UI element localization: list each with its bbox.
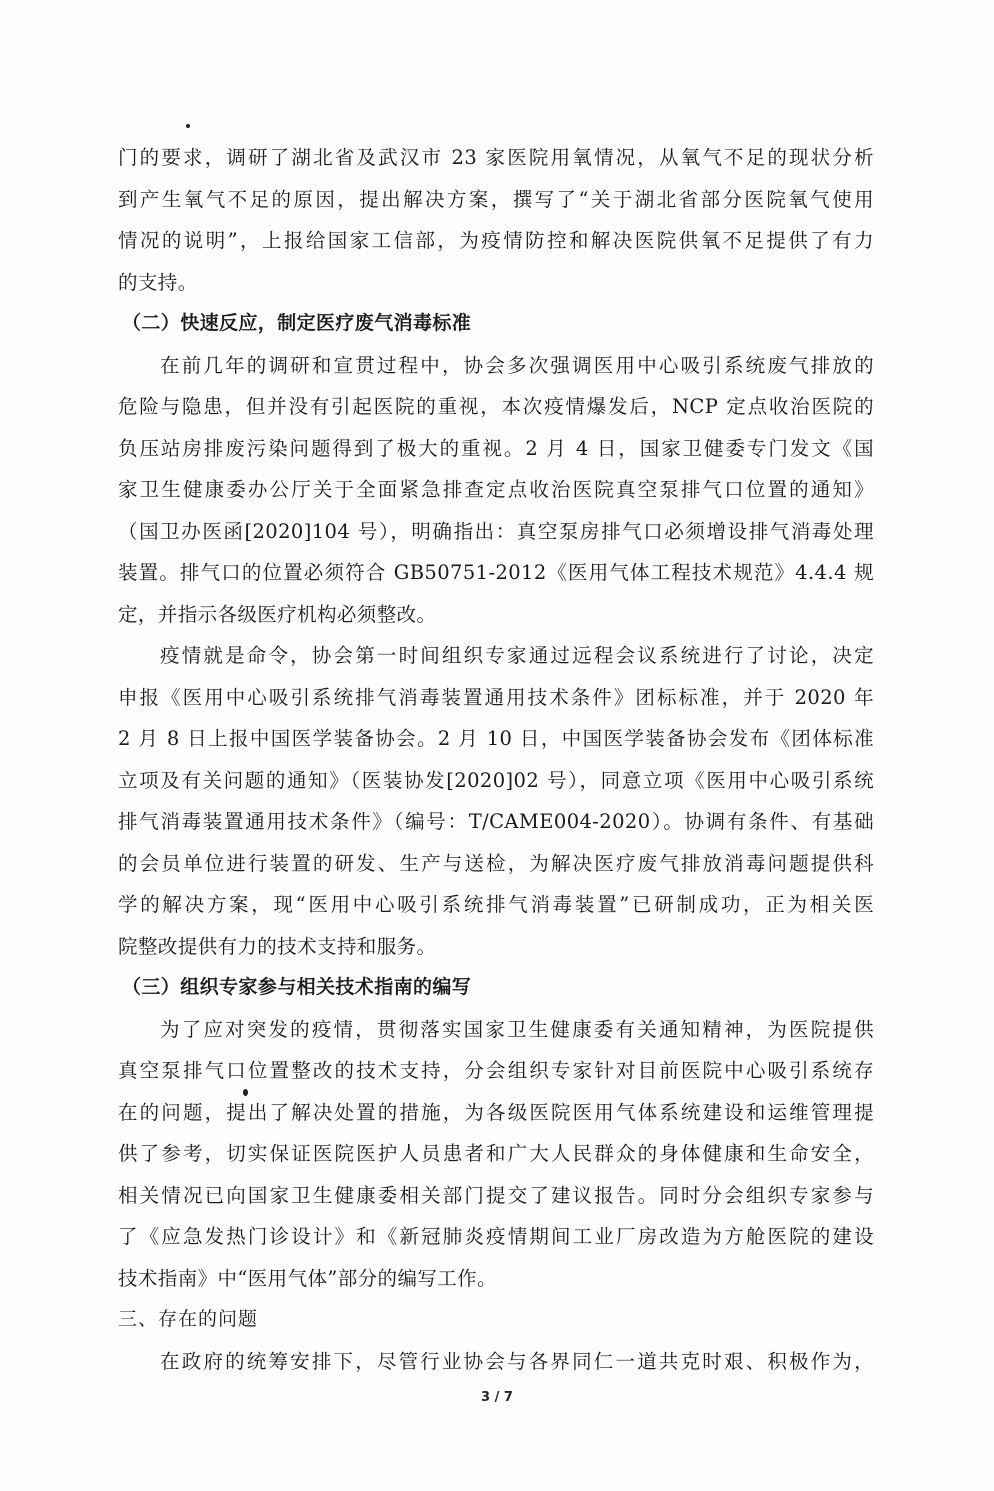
paragraph-line: 2 月 8 日上报中国医学装备协会。2 月 10 日，中国医学装备协会发布《团体标准 xyxy=(118,727,874,750)
page-number: 3 / 7 xyxy=(481,1390,513,1405)
paragraph-line: 技术指南》中“医用气体”部分的编写工作。 xyxy=(118,1266,497,1290)
paragraph-line: 为了应对突发的疫情，贯彻落实国家卫生健康委有关通知精神，为医院提供 xyxy=(160,1017,874,1041)
paragraph-line: 院整改提供有力的技术支持和服务。 xyxy=(118,934,437,958)
paragraph-line: 疫情就是命令，协会第一时间组织专家通过远程会议系统进行了讨论，决定 xyxy=(160,644,874,667)
paragraph-line: （国卫办医函[2020]104 号），明确指出：真空泵房排气口必须增设排气消毒处理 xyxy=(118,519,874,543)
paragraph-line: 的支持。 xyxy=(118,270,198,294)
paragraph-line: 情况的说明”，上报给国家工信部，为疫情防控和解决医院供氧不足提供了有力 xyxy=(118,229,874,252)
scan-speck xyxy=(186,124,190,128)
paragraph-line: 供了参考，切实保证医院医护人员患者和广大人民群众的身体健康和生命安全， xyxy=(118,1142,874,1165)
paragraph-line: 负压站房排废污染问题得到了极大的重视。2 月 4 日，国家卫健委专门发文《国 xyxy=(118,436,874,460)
paragraph-line: 学的解决方案，现“医用中心吸引系统排气消毒装置”已研制成功，正为相关医 xyxy=(118,893,874,916)
paragraph-line: 到产生氧气不足的原因，提出解决方案，撰写了“关于湖北省部分医院氧气使用 xyxy=(118,187,874,211)
paragraph-line: 在前几年的调研和宣贯过程中，协会多次强调医用中心吸引系统废气排放的 xyxy=(160,353,874,377)
paragraph-line: 排气消毒装置通用技术条件》（编号：T/CAME004-2020）。协调有条件、有基础 xyxy=(118,810,874,833)
paragraph-line: 立项及有关问题的通知》（医装协发[2020]02 号），同意立项《医用中心吸引系统 xyxy=(118,768,874,792)
paragraph-line: 定，并指示各级医疗机构必须整改。 xyxy=(118,602,437,626)
paragraph-line: 申报《医用中心吸引系统排气消毒装置通用技术条件》团标标准，并于 2020 年 xyxy=(118,685,874,709)
paragraph-line: 在的问题，提出了解决处置的措施，为各级医院医用气体系统建设和运维管理提 xyxy=(118,1100,874,1124)
document-body xyxy=(118,137,874,1382)
paragraph-line: 家卫生健康委办公厅关于全面紧急排查定点收治医院真空泵排气口位置的通知》 xyxy=(118,478,874,501)
paragraph-line: 真空泵排气口位置整改的技术支持，分会组织专家针对目前医院中心吸引系统存 xyxy=(118,1059,874,1082)
paragraph-line: 相关情况已向国家卫生健康委相关部门提交了建议报告。同时分会组织专家参与 xyxy=(118,1183,874,1207)
section-heading: （三）组织专家参与相关技术指南的编写 xyxy=(122,976,472,998)
section-heading: （二）快速反应，制定医疗废气消毒标准 xyxy=(122,312,472,334)
paragraph-line: 危险与隐患，但并没有引起医院的重视，本次疫情爆发后，NCP 定点收治医院的 xyxy=(118,395,874,418)
paragraph-line: 的会员单位进行装置的研发、生产与送检，为解决医疗废气排放消毒问题提供科 xyxy=(118,851,874,875)
chapter-heading: 三、存在的问题 xyxy=(118,1308,259,1330)
paragraph-line: 在政府的统筹安排下，尽管行业协会与各界同仁一道共克时艰、积极作为， xyxy=(160,1349,874,1373)
paragraph-line: 门的要求，调研了湖北省及武汉市 23 家医院用氧情况，从氧气不足的现状分析 xyxy=(118,146,874,169)
paragraph-line: 装置。排气口的位置必须符合 GB50751-2012《医用气体工程技术规范》4.4.4 规 xyxy=(118,561,874,584)
paragraph-line: 了《应急发热门诊设计》和《新冠肺炎疫情期间工业厂房改造为方舱医院的建设 xyxy=(118,1225,874,1248)
